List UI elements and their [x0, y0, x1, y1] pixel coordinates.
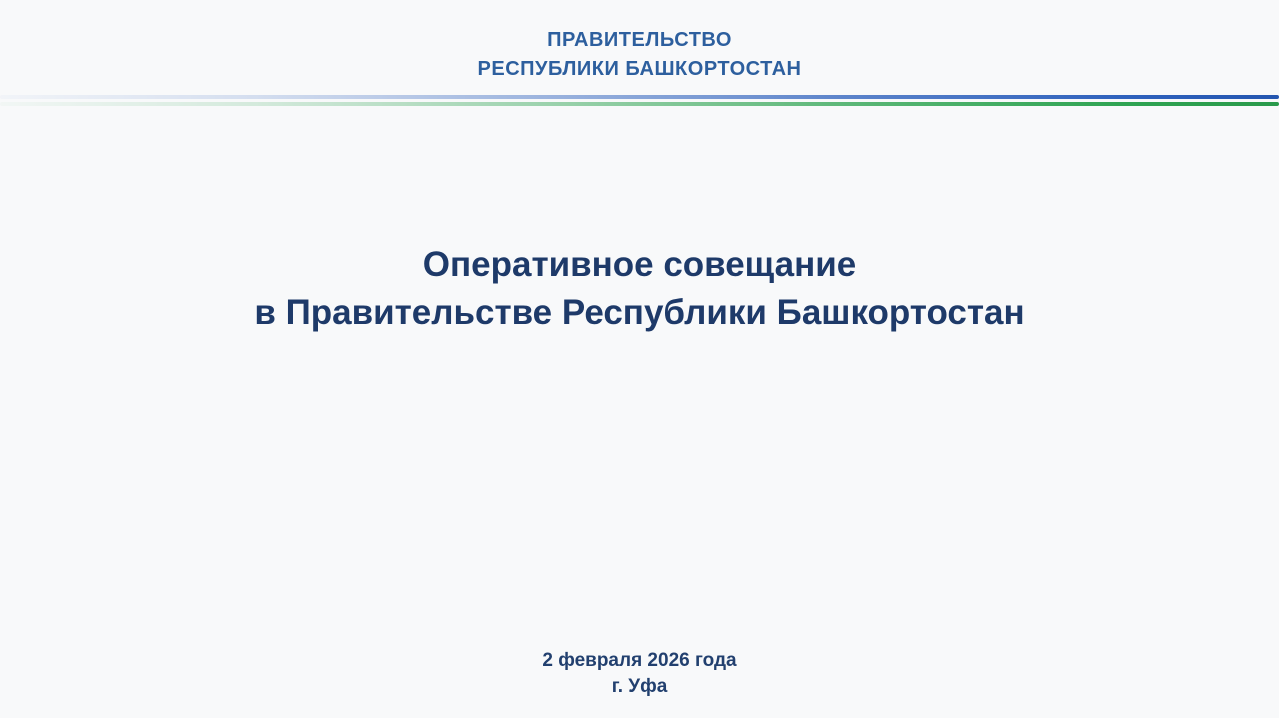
org-header	[0, 26, 1279, 84]
slide-title-line1: Оперативное совещание	[422, 245, 857, 284]
footer-city: г. Уфа	[611, 676, 668, 697]
footer-date: 2 февраля 2026 года	[542, 650, 737, 671]
brand-stripe-green-line	[0, 102, 1279, 106]
slide-footer	[0, 648, 1279, 700]
slide-title-line2: в Правительстве Республики Башкортостан	[254, 293, 1025, 332]
org-header-line1: ПРАВИТЕЛЬСТВО	[547, 29, 732, 51]
brand-stripe	[0, 95, 1279, 106]
slide-title	[0, 241, 1279, 337]
org-header-line2: РЕСПУБЛИКИ БАШКОРТОСТАН	[477, 58, 802, 80]
brand-stripe-blue-line	[0, 95, 1279, 99]
